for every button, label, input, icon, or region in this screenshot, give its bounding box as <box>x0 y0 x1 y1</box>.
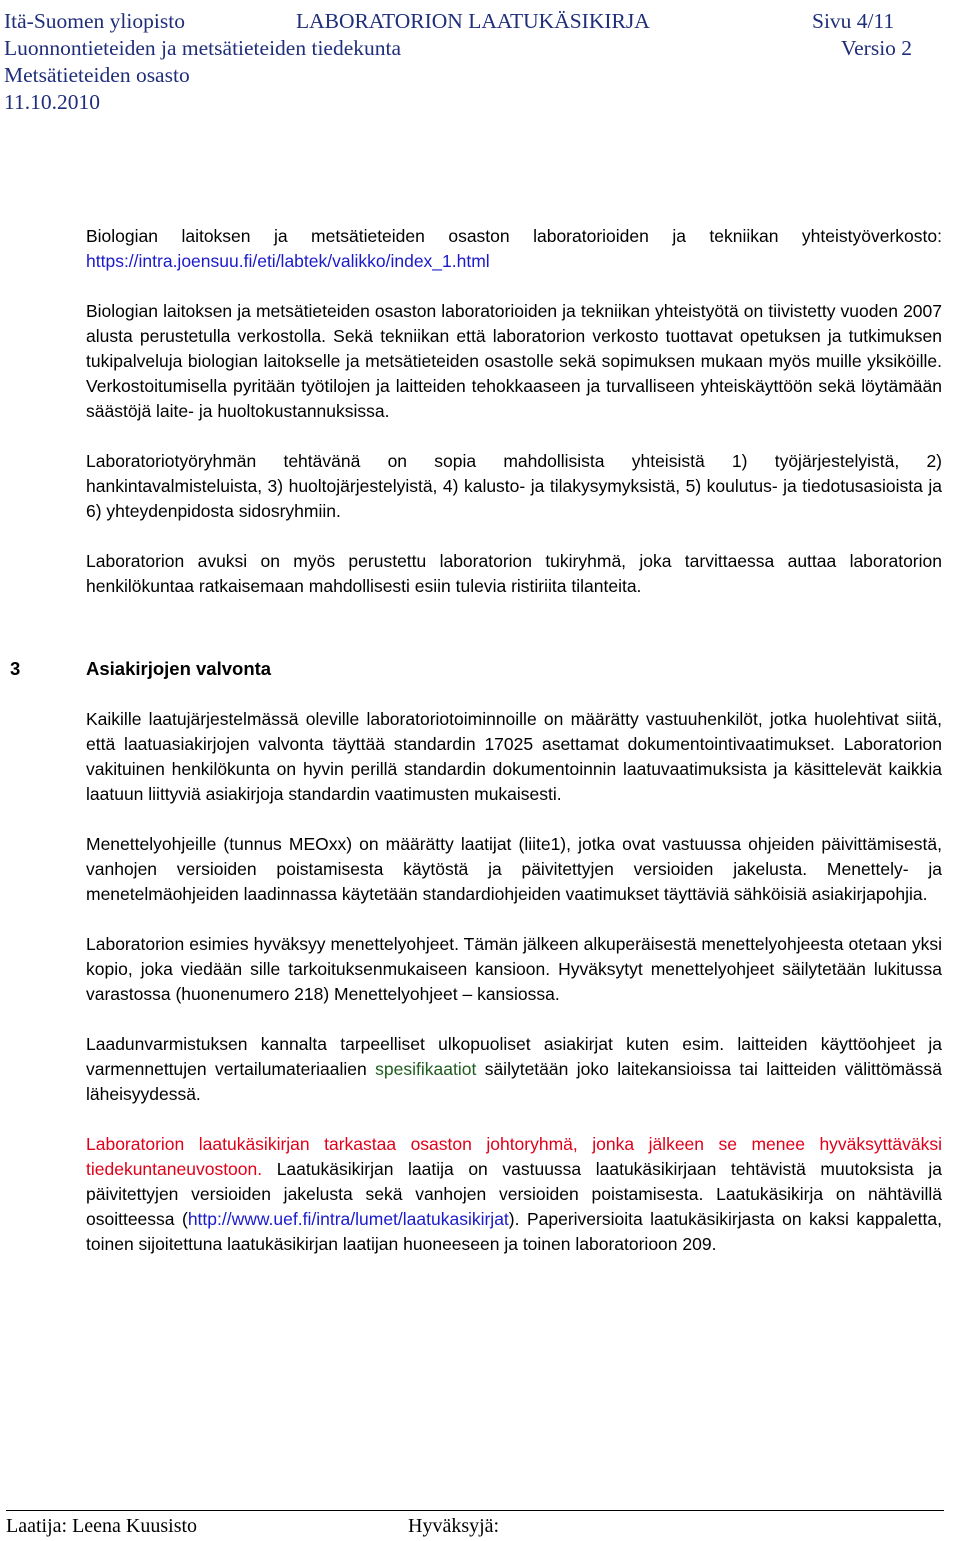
procedure-paragraph: Menettelyohjeille (tunnus MEOxx) on määrätty laatijat (liite1), jotka ovat vastuussa ohjeiden päivittämisestä, vanhojen versioiden poistamisesta käytöstä ja päivitettyjen versioiden jakelusta. Menettely- ja menetelmäohjeiden laadinnassa käytetään standardiohjeiden vaatimukset täyttäviä sähköisiä asiakirjapohjia. <box>86 834 942 904</box>
network-link[interactable]: https://intra.joensuu.fi/eti/labtek/valikko/index_1.html <box>86 251 490 271</box>
faculty-name: Luonnontieteiden ja metsätieteiden tiedekunta <box>4 36 402 60</box>
department-name: Metsätieteiden osasto <box>4 63 190 87</box>
manual-link[interactable]: http://www.uef.fi/intra/lumet/laatukasikirjat <box>187 1209 509 1229</box>
review-text-a: Laatukäsikirjan laatija on vastuussa laatukäsikirjaan tehtävistä muutoksista ja päivitettyjen versioiden jakelusta sekä vanhojen versioiden poistamisesta. Laatukäsikirja on nähtävillä osoitteessa ( <box>86 1159 942 1229</box>
workgroup-paragraph: Laboratoriotyöryhmän tehtävänä on sopia mahdollisista yhteisistä 1) työjärjestelyistä, 2) hankintavalmisteluista, 3) huoltojärjestelyistä, 4) kalusto- ja tilakysymyksistä, 5) koulutus- ja tiedotusasioista ja 6) yhteydenpidosta sidosryhmiin. <box>86 451 942 521</box>
support-group-paragraph: Laboratorion avuksi on myös perustettu laboratorion tukiryhmä, joka tarvittaessa auttaa laboratorion henkilökuntaa ratkaisemaan mahdollisesti esiin tulevia ristiriita tilanteita. <box>86 551 942 596</box>
section-title: Asiakirjojen valvonta <box>86 658 272 679</box>
external-documents-paragraph <box>86 1032 942 1107</box>
external-text-b: säilytetään joko laitekansioissa tai laitteiden välittömässä läheisyydessä. <box>86 1059 942 1104</box>
approval-paragraph: Laboratorion esimies hyväksyy menettelyohjeet. Tämän jälkeen alkuperäisestä menettelyohjeesta otetaan yksi kopio, joka viedään sille tarkoituksenmukaiseen kansioon. Hyväksytyt menettelyohjeet säilytetään lukitussa varastossa (huonenumero 218) Menettelyohjeet – kansiossa. <box>86 934 942 1004</box>
specifications-term: spesifikaatiot <box>375 1059 477 1079</box>
cooperation-paragraph: Biologian laitoksen ja metsätieteiden osaston laboratorioiden ja tekniikan yhteistyötä on tiivistetty vuoden 2007 alusta perustetulla verkostolla. Sekä tekniikan että laboratorion verkosto tuottavat opetuksen ja tutkimuksen tukipalveluja biologian laitokselle ja metsätieteiden osastolle sekä sopimuksen mukaan myös muille yksiköille. Verkostoitumisella pyritään työtilojen ja laitteiden tehokkaaseen ja turvalliseen yhteiskäyttöön sekä löytämään säästöjä laite- ja huoltokustannuksissa. <box>86 301 942 421</box>
network-paragraph <box>86 224 942 274</box>
author-label: Laatija: Leena Kuusisto <box>6 1515 198 1537</box>
approver-label: Hyväksyjä: <box>408 1515 500 1537</box>
external-text-a: Laadunvarmistuksen kannalta tarpeelliset ulkopuoliset asiakirjat kuten esim. laitteiden käyttöohjeet ja varmennettujen vertailumateriaalien <box>86 1034 942 1079</box>
section-heading <box>10 658 271 680</box>
review-text-b: ). Paperiversioita laatukäsikirjasta on kaksi kappaletta, toinen sijoitettuna laatukäsikirjan laatijan huoneeseen ja toinen laboratorioon 209. <box>86 1209 942 1254</box>
intro-section <box>86 224 942 624</box>
page-number: Sivu 4/11 <box>812 9 895 33</box>
responsibility-paragraph: Kaikille laatujärjestelmässä oleville laboratoriotoiminnoille on määrätty vastuuhenkilöt, jotka huolehtivat siitä, että laatuasiakirjojen valvonta täyttää standardin 17025 asettamat dokumentointivaatimukset. Laboratorion vakituinen henkilökunta on hyvin perillä standardin dokumentoinnin laatuvaatimuksista ja käsittelevät kaikkia laatuun liittyviä asiakirjoja standardin vaatimusten mukaisesti. <box>86 709 942 804</box>
version-label: Versio 2 <box>841 36 913 60</box>
document-date: 11.10.2010 <box>4 90 100 114</box>
section-number: 3 <box>10 658 21 679</box>
document-control-section <box>86 707 942 1282</box>
footer-divider <box>6 1510 944 1511</box>
manual-review-paragraph <box>86 1132 942 1257</box>
page-header <box>4 8 944 116</box>
review-red-text: Laboratorion laatukäsikirjan tarkastaa osaston johtoryhmä, jonka jälkeen se menee hyväksyttäväksi tiedekuntaneuvostoon. <box>86 1134 942 1179</box>
network-text: Biologian laitoksen ja metsätieteiden osaston laboratorioiden ja tekniikan yhteistyöverkosto: <box>86 226 942 246</box>
manual-title: LABORATORION LAATUKÄSIKIRJA <box>296 9 650 33</box>
university-name: Itä-Suomen yliopisto <box>4 9 185 33</box>
